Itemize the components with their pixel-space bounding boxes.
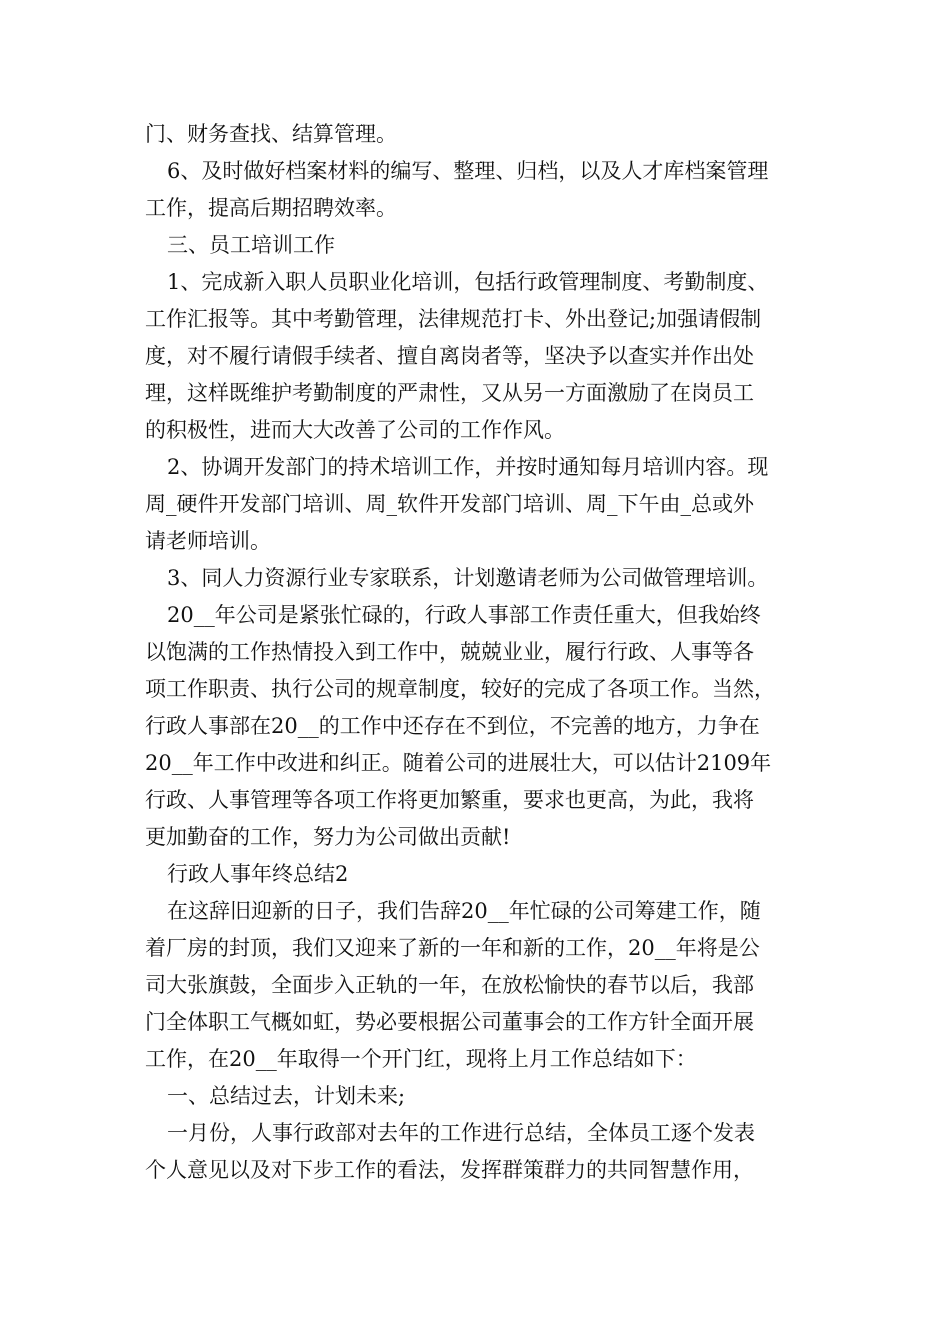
document-body [145, 116, 809, 1189]
text-line: 行政、人事管理等各项工作将更加繁重，要求也更高，为此，我将 [145, 788, 754, 812]
text-line: 2、协调开发部门的持术培训工作，并按时通知每月培训内容。现 [167, 455, 769, 479]
text-line: 个人意见以及对下步工作的看法，发挥群策群力的共同智慧作用， [145, 1158, 754, 1182]
text-line: 工作，提高后期招聘效率。 [145, 196, 397, 220]
text-line: 三、员工培训工作 [167, 233, 335, 257]
text-line: 的积极性，进而大大改善了公司的工作作风。 [145, 418, 565, 442]
text-line: 更加勤奋的工作，努力为公司做出贡献! [145, 825, 511, 849]
text-line: 工作，在20__年取得一个开门红，现将上月工作总结如下： [145, 1047, 697, 1071]
text-line: 行政人事年终总结2 [167, 862, 349, 886]
text-line: 门、财务查找、结算管理。 [145, 122, 397, 146]
text-line: 着厂房的封顶，我们又迎来了新的一年和新的工作，20__年将是公 [145, 936, 760, 960]
text-line: 在这辞旧迎新的日子，我们告辞20__年忙碌的公司筹建工作，随 [167, 899, 761, 923]
text-line: 工作汇报等。其中考勤管理，法律规范打卡、外出登记;加强请假制 [145, 307, 762, 331]
text-line: 3、同人力资源行业专家联系，计划邀请老师为公司做管理培训。 [167, 566, 769, 590]
text-line: 司大张旗鼓，全面步入正轨的一年，在放松愉快的春节以后，我部 [145, 973, 754, 997]
text-line: 1、完成新入职人员职业化培训，包括行政管理制度、考勤制度、 [167, 270, 769, 294]
text-line: 理，这样既维护考勤制度的严肃性，又从另一方面激励了在岗员工 [145, 381, 754, 405]
text-line: 以饱满的工作热情投入到工作中，兢兢业业，履行行政、人事等各 [145, 640, 754, 664]
text-line: 6、及时做好档案材料的编写、整理、归档，以及人才库档案管理 [167, 159, 769, 183]
text-line: 一月份，人事行政部对去年的工作进行总结，全体员工逐个发表 [167, 1121, 755, 1145]
text-line: 项工作职责、执行公司的规章制度，较好的完成了各项工作。当然， [145, 677, 775, 701]
text-line: 请老师培训。 [145, 529, 271, 553]
text-line: 周_硬件开发部门培训、周_软件开发部门培训、周_下午由_总或外 [145, 492, 754, 516]
text-line: 行政人事部在20__的工作中还存在不到位，不完善的地方，力争在 [145, 714, 760, 738]
text-line: 度，对不履行请假手续者、擅自离岗者等，坚决予以查实并作出处 [145, 344, 754, 368]
text-line: 门全体职工气概如虹，势必要根据公司董事会的工作方针全面开展 [145, 1010, 754, 1034]
text-line: 一、总结过去，计划未来; [167, 1084, 406, 1108]
text-line: 20__年公司是紧张忙碌的，行政人事部工作责任重大，但我始终 [167, 603, 761, 627]
text-line: 20__年工作中改进和纠正。随着公司的进展壮大，可以估计2109年 [145, 751, 772, 775]
